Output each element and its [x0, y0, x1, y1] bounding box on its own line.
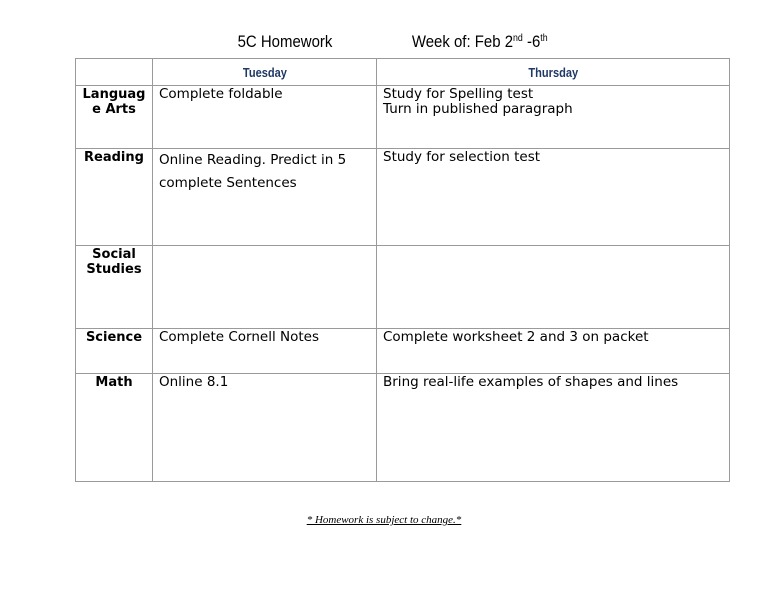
assignment-text: Turn in published paragraph	[383, 101, 573, 117]
subject-cell	[76, 149, 153, 246]
week-label	[412, 32, 548, 52]
assignment-text: Online Reading. Predict in 5	[159, 152, 347, 168]
subject-label-line: e Arts	[92, 102, 136, 117]
thursday-cell	[377, 86, 730, 149]
column-header-thursday	[377, 59, 730, 86]
page-header	[0, 30, 676, 54]
tuesday-cell	[153, 149, 377, 246]
table-row	[76, 329, 730, 374]
subject-label-line: Languag	[82, 87, 146, 102]
subject-cell	[76, 329, 153, 374]
table-row	[76, 86, 730, 149]
assignment-text: Complete foldable	[159, 86, 283, 102]
column-header-thursday-label: Thursday	[528, 64, 578, 80]
thursday-cell	[377, 149, 730, 246]
subject-label-line: Reading	[84, 150, 144, 165]
thursday-cell	[377, 246, 730, 329]
column-header-subject	[76, 59, 153, 86]
assignment-text: complete Sentences	[159, 175, 297, 191]
week-end: -6	[522, 32, 541, 51]
footer-note: * Homework is subject to change.*	[306, 514, 462, 526]
subject-label-line: Social	[92, 247, 136, 262]
tuesday-cell	[153, 374, 377, 482]
subject-cell	[76, 86, 153, 149]
subject-label-line: Math	[95, 375, 133, 390]
assignment-text: Study for Spelling test	[383, 86, 534, 102]
thursday-cell	[377, 374, 730, 482]
table-header-row	[76, 59, 730, 86]
week-prefix: Week of: Feb 2	[411, 32, 514, 51]
week-end-suffix: th	[540, 33, 548, 44]
subject-label-line: Science	[85, 330, 143, 345]
assignment-text: Complete worksheet 2 and 3 on packet	[383, 329, 649, 345]
column-header-tuesday	[153, 59, 377, 86]
assignment-text: Online 8.1	[159, 374, 229, 390]
thursday-cell	[377, 329, 730, 374]
assignment-text: Study for selection test	[383, 149, 541, 165]
table-row	[76, 246, 730, 329]
tuesday-cell	[153, 86, 377, 149]
subject-cell	[76, 374, 153, 482]
tuesday-cell	[153, 246, 377, 329]
table-row	[76, 149, 730, 246]
subject-label-line: Studies	[86, 262, 142, 277]
assignment-text: Complete Cornell Notes	[159, 329, 319, 345]
assignment-text: Bring real-life examples of shapes and lines	[383, 374, 679, 390]
homework-table	[75, 58, 730, 482]
tuesday-cell	[153, 329, 377, 374]
subject-cell	[76, 246, 153, 329]
column-header-tuesday-label: Tuesday	[242, 64, 287, 80]
table-row	[76, 374, 730, 482]
page-title: 5C Homework	[237, 32, 333, 51]
week-start-suffix: nd	[513, 33, 523, 44]
